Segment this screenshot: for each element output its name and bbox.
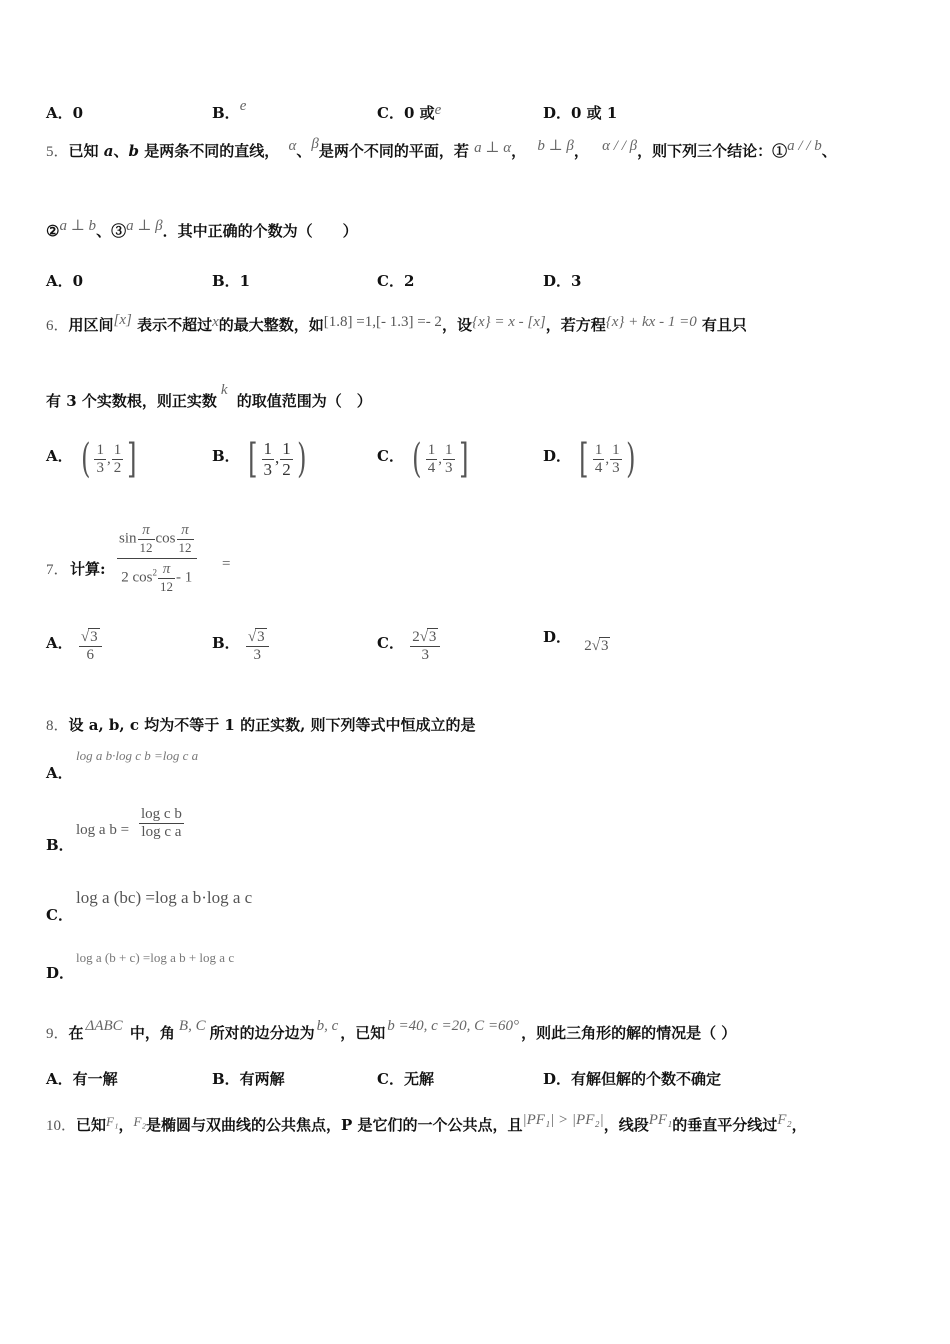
- q8-stem: 8．设 a, b, c 均为不等于 1 的正实数, 则下列等式中恒成立的是: [46, 716, 476, 734]
- q6-option-c: C． ( $\frac{1}{4}$ , $\frac{1}{3}$ ]: [377, 436, 469, 482]
- q5-option-d: D．3: [543, 272, 582, 290]
- q8-option-d: D． log a (b + c) =log a b + log a c: [46, 950, 235, 982]
- q7-option-a: A． $\frac{√3}{6}$: [46, 628, 103, 664]
- q4-option-b: B．e: [212, 98, 247, 122]
- q7-option-d: D． 2√3: [543, 628, 609, 654]
- q4-option-c: C．0 或e: [377, 102, 442, 122]
- q8-option-a: A． log a b·log c b =log c a: [46, 748, 199, 782]
- q6-option-d: D． [ $\frac{1}{4}$ , $\frac{1}{3}$ ): [543, 436, 636, 482]
- q5-option-c: C．2: [377, 272, 415, 290]
- q6-option-b: B． [ $\frac{1}{3}$ , $\frac{1}{2}$ ): [212, 436, 307, 482]
- q10-stem: 10．已知F₁，F₂是椭圆与双曲线的公共焦点，P 是它们的一个公共点，且|PF₁| > |PF₂|，线段PF₁的垂直平分线过F₂，: [46, 1112, 807, 1134]
- q7-expression: sin $\frac{\pi}{12}$ cos $\frac{\pi}{12}$ 2 $\cos^2$ $\frac{\pi}{12}$ - 1: [117, 522, 197, 595]
- q6-option-a: A． ( $\frac{1}{3}$ , $\frac{1}{2}$ ]: [46, 436, 137, 482]
- q9-option-c: C．无解: [377, 1070, 434, 1088]
- q6-stem-line2: 有 3 个实数根，则正实数k 的取值范围为（ ）: [46, 382, 372, 410]
- q4-option-d: D．0 或 1: [543, 104, 618, 122]
- q5-stem-line2: ②a ⊥ b、③a ⊥ β．其中正确的个数为（ ）: [46, 218, 358, 240]
- q9-option-a: A．有一解: [46, 1070, 118, 1088]
- q6-stem-line1: 6．用区间[x] 表示不超过x的最大整数，如[1.8] =1,[- 1.3] =- 2，设{x} = x - [x]，若方程{x} + kx - 1 =0 有且只: [46, 312, 747, 334]
- q5-option-a: A．0: [46, 272, 84, 290]
- q4-option-a: A．0: [46, 104, 84, 122]
- q9-option-b: B．有两解: [212, 1070, 285, 1088]
- q5-option-b: B．1: [212, 272, 251, 290]
- q7-stem: 7． 计算: sin $\frac{\pi}{12}$ cos $\frac{\pi}{12}$ 2 $\cos^2$ $\frac{\pi}{12}$ - 1 =: [46, 522, 231, 594]
- q8-option-c: C． log a (bc) =log a b·log a c: [46, 888, 253, 924]
- q7-option-b: B． $\frac{√3}{3}$: [212, 628, 270, 664]
- q9-stem: 9．在 ΔABC 中，角 B, C 所对的边分边为 b, c ，已知 b =40, c =20, C =60° ，则此三角形的解的情况是（ ）: [46, 1018, 737, 1042]
- q5-stem-line1: 5．已知 a、b 是两条不同的直线， α、β是两个不同的平面，若 a ⊥ α， b ⊥ β， α / / β，则下列三个结论：①a / / b、: [46, 136, 837, 160]
- q9-option-d: D．有解但解的个数不确定: [543, 1070, 722, 1088]
- q8-option-b: B． log a b = $\frac{\text{log c b}}{\text{log c a}}$: [46, 806, 182, 854]
- q7-option-c: C． $\frac{2√3}{3}$: [377, 628, 441, 664]
